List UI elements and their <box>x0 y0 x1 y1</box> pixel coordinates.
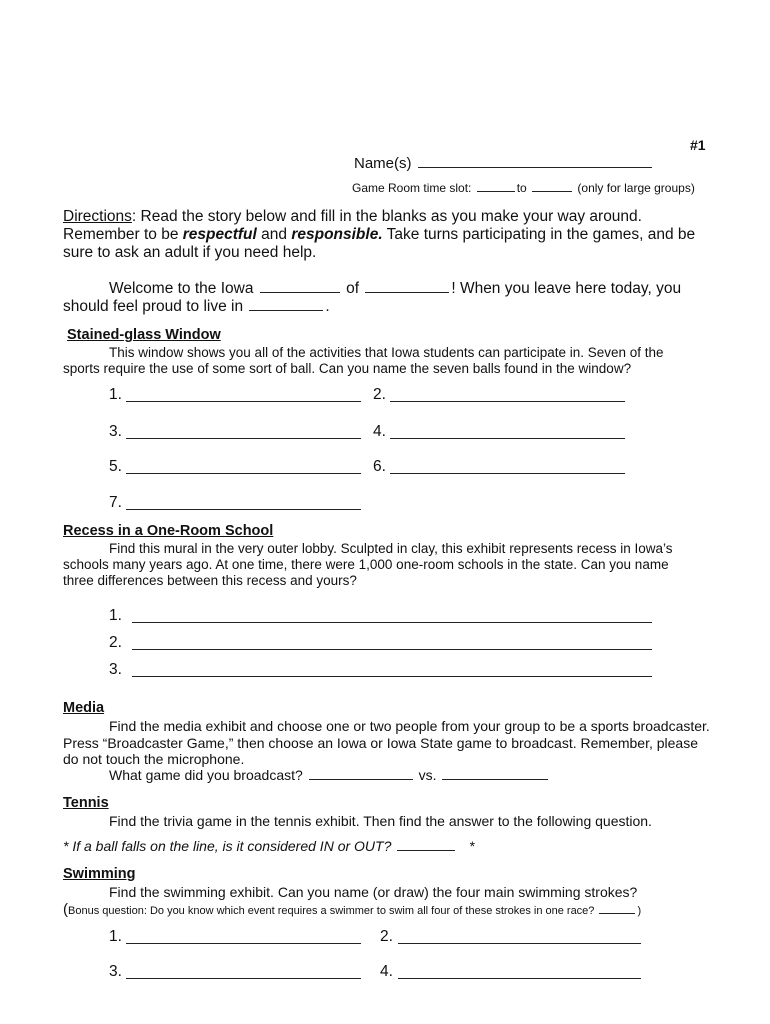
bonus-open-paren: ( <box>63 901 68 918</box>
media-question-text: What game did you broadcast? <box>109 767 303 783</box>
welcome-period: . <box>325 298 330 315</box>
directions-line1 <box>63 208 642 226</box>
swimming-item-label: 1. <box>109 928 122 945</box>
bonus-close-paren: ) <box>637 905 642 917</box>
media-team-1-blank[interactable] <box>309 778 413 780</box>
timeslot-note: (only for large groups) <box>577 181 695 195</box>
respectful-emphasis: respectful <box>182 226 257 243</box>
media-team-2-blank[interactable] <box>442 778 548 780</box>
welcome-text-b: of <box>346 280 360 297</box>
recess-item-label: 3. <box>109 661 122 678</box>
welcome-blank-1[interactable] <box>260 291 340 293</box>
welcome-line1 <box>109 280 681 298</box>
recess-line3: three differences between this recess and yours? <box>63 573 357 588</box>
recess-line1: Find this mural in the very outer lobby. Sculpted in clay, this exhibit represents recess in Iowa’s <box>109 541 673 556</box>
recess-answer-3[interactable] <box>132 676 652 677</box>
recess-item-label: 1. <box>109 607 122 624</box>
stained-line2: sports require the use of some sort of ball. Can you name the seven balls found in the window? <box>63 361 632 376</box>
recess-heading: Recess in a One-Room School <box>63 523 274 539</box>
stained-glass-heading: Stained-glass Window <box>67 327 221 343</box>
media-heading: Media <box>63 700 105 716</box>
directions-line2 <box>63 226 695 244</box>
media-line3: do not touch the microphone. <box>63 751 245 767</box>
stained-answer-3[interactable] <box>126 438 361 439</box>
stained-answer-1[interactable] <box>126 401 361 402</box>
stained-item-label: 4. <box>373 423 386 440</box>
names-label: Name(s) <box>354 155 412 172</box>
recess-item-label: 2. <box>109 634 122 651</box>
swimming-item-label: 2. <box>380 928 393 945</box>
media-line1: Find the media exhibit and choose one or two people from your group to be a sports broadcaster. <box>109 718 710 734</box>
stained-answer-7[interactable] <box>126 509 361 510</box>
page-number: #1 <box>690 137 706 153</box>
directions-text-1: : Read the story below and fill in the blanks as you make your way around. <box>131 208 642 225</box>
timeslot-label: Game Room time slot: <box>352 181 472 195</box>
tennis-line1: Find the trivia game in the tennis exhibit. Then find the answer to the following question. <box>109 813 652 829</box>
swimming-answer-4[interactable] <box>398 978 641 979</box>
stained-item-label: 7. <box>109 494 122 511</box>
timeslot-start-blank[interactable] <box>477 190 515 192</box>
welcome-text-d: should feel proud to live in <box>63 298 244 315</box>
directions-label: Directions <box>63 208 132 225</box>
names-field[interactable] <box>354 155 654 172</box>
welcome-blank-2[interactable] <box>365 291 449 293</box>
recess-answer-1[interactable] <box>132 622 652 623</box>
names-blank[interactable] <box>418 166 652 168</box>
stained-answer-5[interactable] <box>126 473 361 474</box>
stained-item-label: 1. <box>109 386 122 403</box>
welcome-text-c: ! When you leave here today, you <box>451 280 682 297</box>
welcome-line2 <box>63 298 330 316</box>
stained-item-label: 3. <box>109 423 122 440</box>
tennis-heading: Tennis <box>63 795 109 811</box>
tennis-question <box>63 838 474 854</box>
swimming-answer-2[interactable] <box>398 943 641 944</box>
stained-answer-2[interactable] <box>390 401 625 402</box>
tennis-question-text: * If a ball falls on the line, is it considered IN or OUT? <box>63 838 392 854</box>
swimming-answer-3[interactable] <box>126 978 361 979</box>
welcome-blank-3[interactable] <box>249 309 323 311</box>
swimming-line1: Find the swimming exhibit. Can you name (or draw) the four main swimming strokes? <box>109 884 638 900</box>
bonus-answer-blank[interactable] <box>599 912 635 914</box>
welcome-text-a: Welcome to the Iowa <box>109 280 254 297</box>
responsible-emphasis: responsible. <box>291 226 383 243</box>
tennis-answer-blank[interactable] <box>397 849 455 851</box>
stained-answer-6[interactable] <box>390 473 625 474</box>
swimming-heading: Swimming <box>63 866 136 882</box>
stained-item-label: 6. <box>373 458 386 475</box>
media-vs: vs. <box>418 767 437 783</box>
directions-text-2c: and <box>256 226 292 243</box>
stained-item-label: 5. <box>109 458 122 475</box>
directions-line3: sure to ask an adult if you need help. <box>63 244 317 261</box>
stained-answer-4[interactable] <box>390 438 625 439</box>
directions-text-2e: Take turns participating in the games, and be <box>382 226 696 243</box>
recess-line2: schools many years ago. At one time, there were 1,000 one-room schools in the state. Can you name <box>63 557 669 572</box>
stained-item-label: 2. <box>373 386 386 403</box>
timeslot-to: to <box>516 181 527 195</box>
swimming-item-label: 4. <box>380 963 393 980</box>
tennis-question-star: * <box>468 838 475 854</box>
media-line2: Press “Broadcaster Game,” then choose an Iowa or Iowa State game to broadcast. Remember, please <box>63 735 698 751</box>
recess-answer-2[interactable] <box>132 649 652 650</box>
bonus-question-text: Bonus question: Do you know which event requires a swimmer to swim all four of these strokes in one race? <box>68 905 595 917</box>
swimming-answer-1[interactable] <box>126 943 361 944</box>
swimming-item-label: 3. <box>109 963 122 980</box>
swimming-bonus <box>63 901 641 918</box>
media-question <box>109 767 550 783</box>
stained-line1: This window shows you all of the activities that Iowa students can participate in. Seven of the <box>109 345 664 360</box>
timeslot-row <box>352 181 695 195</box>
directions-text-2a: Remember to be <box>63 226 183 243</box>
timeslot-end-blank[interactable] <box>532 190 572 192</box>
